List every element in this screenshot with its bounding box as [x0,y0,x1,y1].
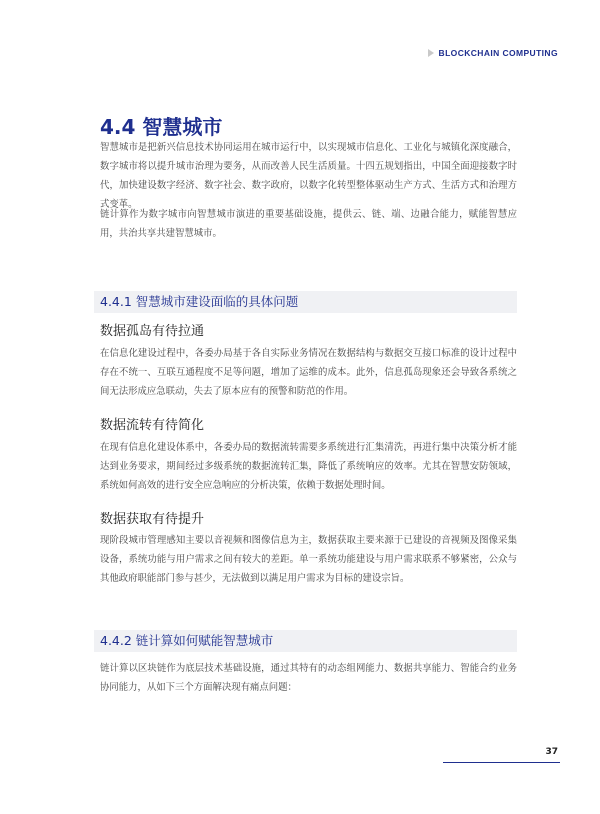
topic-title-data-acquisition: 数据获取有待提升 [100,512,205,527]
running-header: BLOCKCHAIN COMPUTING [438,48,558,58]
intro-paragraph-1: 智慧城市是把新兴信息技术协同运用在城市运行中，以实现城市信息化、工业化与城镇化深度融合，数字城市将以提升城市治理为要务，从而改善人民生活质量。十四五规划指出，中国全面迎接数字时代，加快建设数字经济、数字社会、数字政府，以数字化转型整体驱动生产方式、生活方式和治理方式变革。 [100,142,517,210]
topic-text-data-silos: 在信息化建设过程中，各委办局基于各自实际业务情况在数据结构与数据交互接口标准的设计过程中存在不统一、互联互通程度不足等问题，增加了运维的成本。此外，信息孤岛现象还会导致各系统之间无法形成应急联动，失去了原本应有的预警和防范的作用。 [100,348,517,397]
topic-text-data-acquisition: 现阶段城市管理感知主要以音视频和图像信息为主，数据获取主要来源于已建设的音视频及图像采集设备，系统功能与用户需求之间有较大的差距。单一系统功能建设与用户需求联系不够紧密，公众与其他政府职能部门参与甚少，无法做到以满足用户需求为目标的建设宗旨。 [100,535,517,584]
header-triangle-icon [428,49,434,57]
footer-rule [443,762,560,763]
topic-text-data-flow: 在现有信息化建设体系中，各委办局的数据流转需要多系统进行汇集清洗，再进行集中决策分析才能达到业务要求，期间经过多级系统的数据流转汇集，降低了系统响应的效率。尤其在智慧安防领域，系统如何高效的进行安全应急响应的分析决策，依赖于数据处理时间。 [100,442,517,491]
section-title: 4.4 智慧城市 [100,115,223,139]
subsection-2-paragraph: 链计算以区块链作为底层技术基础设施，通过其特有的动态组网能力、数据共享能力、智能合约业务协同能力，从如下三个方面解决现有痛点问题： [100,663,517,693]
topic-title-data-silos: 数据孤岛有待拉通 [100,324,205,339]
intro-paragraph-2: 链计算作为数字城市向智慧城市演进的重要基础设施，提供云、链、端、边融合能力，赋能智慧应用，共治共享共建智慧城市。 [100,209,517,239]
subsection-title-4-4-1: 4.4.1 智慧城市建设面临的具体问题 [94,291,517,313]
topic-title-data-flow: 数据流转有待简化 [100,418,205,433]
subsection-title-4-4-2: 4.4.2 链计算如何赋能智慧城市 [94,630,517,652]
page-number: 37 [545,747,558,757]
